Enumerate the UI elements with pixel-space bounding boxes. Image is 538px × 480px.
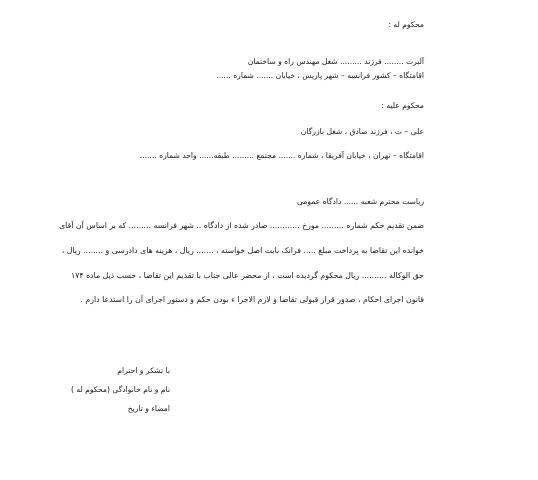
letter-body-line: ضمن تقدیم حکم شماره ......... مورخ ............ صادر شده از دادگاه .. شهر فرانسه ......... که بر اساس آن آقای (59, 221, 424, 230)
closing-sign-date: امضاء و تاریخ (127, 404, 170, 413)
plaintiff-name-line: آلبرت ........ فرزند ......... شغل مهندس راه و ساختمان (247, 57, 424, 66)
defendant-name-line: علی – ت ، فرزند صادق ، شغل بازرگان (300, 127, 424, 136)
closing-thanks: با تشکر و احترام (117, 366, 170, 375)
defendant-address-line: اقامتگاه – تهران ، خیابان آفریقا ، شماره ....... مجتمع ......... طبقه...... واحد شماره ....... (139, 151, 424, 160)
letter-body-line: قانون اجرای احکام ، صدور قرار قبولی تقاضا و لازم الاجرا ء بودن حکم و دستور اجرای آن را استدعا دارم . (80, 295, 424, 304)
defendant-heading: محکوم علیه : (381, 101, 424, 110)
letter-body-line: حق الوکاله .......... ریال محکوم گردیده است ، از محضر عالی جناب با تقدیم این تقاضا ، حسب ذیل ماده ۱۷۴ (71, 271, 424, 280)
closing-name-line: نام و نام خانوادگی (محکوم له ) (71, 385, 170, 394)
plaintiff-heading: محکوم له : (388, 20, 424, 29)
letter-body-line: خوانده این تقاضا به پرداخت مبلغ ..... فرانک بابت اصل خواسته ، ....... ریال ، هزینه های دادرسی و ........ ریال ، (61, 246, 424, 255)
letter-salutation: ریاست محترم شعبه ...... دادگاه عمومی (296, 197, 424, 206)
plaintiff-address-line: اقامتگاه – کشور فرانسه – شهر پاریس ، خیابان ....... شماره ...... (216, 71, 424, 80)
